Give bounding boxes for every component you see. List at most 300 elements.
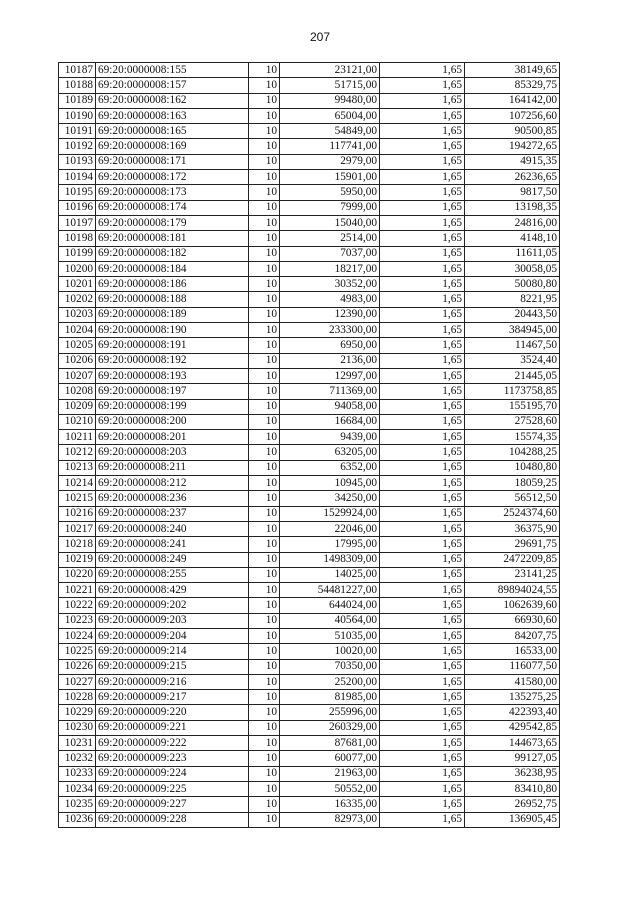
area-cell: 2136,00 (280, 353, 380, 368)
area-cell: 60077,00 (280, 751, 380, 766)
area-cell: 10020,00 (280, 644, 380, 659)
cadastral-number-cell: 69:20:0000008:201 (96, 430, 249, 445)
total-cell: 155195,70 (465, 399, 560, 414)
quantity-cell: 10 (249, 628, 280, 643)
total-cell: 107256,60 (465, 108, 560, 123)
rate-cell: 1,65 (380, 185, 465, 200)
quantity-cell: 10 (249, 659, 280, 674)
cadastral-number-cell: 69:20:0000008:157 (96, 78, 249, 93)
row-number-cell: 10231 (59, 736, 96, 751)
area-cell: 54849,00 (280, 124, 380, 139)
table-row (59, 215, 560, 230)
table-row (59, 246, 560, 261)
row-number-cell: 10200 (59, 261, 96, 276)
area-cell: 17995,00 (280, 537, 380, 552)
row-number-cell: 10210 (59, 414, 96, 429)
total-cell: 50080,80 (465, 277, 560, 292)
row-number-cell: 10188 (59, 78, 96, 93)
rate-cell: 1,65 (380, 200, 465, 215)
row-number-cell: 10224 (59, 628, 96, 643)
table-row (59, 93, 560, 108)
area-cell: 2979,00 (280, 154, 380, 169)
total-cell: 24816,00 (465, 215, 560, 230)
total-cell: 84207,75 (465, 628, 560, 643)
row-number-cell: 10234 (59, 781, 96, 796)
row-number-cell: 10236 (59, 812, 96, 827)
area-cell: 644024,00 (280, 598, 380, 613)
rate-cell: 1,65 (380, 78, 465, 93)
row-number-cell: 10209 (59, 399, 96, 414)
rate-cell: 1,65 (380, 567, 465, 582)
quantity-cell: 10 (249, 307, 280, 322)
total-cell: 23141,25 (465, 567, 560, 582)
area-cell: 117741,00 (280, 139, 380, 154)
quantity-cell: 10 (249, 567, 280, 582)
quantity-cell: 10 (249, 170, 280, 185)
quantity-cell: 10 (249, 506, 280, 521)
cadastral-number-cell: 69:20:0000009:224 (96, 766, 249, 781)
table-row (59, 154, 560, 169)
table-row (59, 583, 560, 598)
quantity-cell: 10 (249, 644, 280, 659)
rate-cell: 1,65 (380, 598, 465, 613)
data-table (58, 62, 560, 828)
cadastral-number-cell: 69:20:0000009:225 (96, 781, 249, 796)
table-row (59, 261, 560, 276)
table-row (59, 170, 560, 185)
row-number-cell: 10198 (59, 231, 96, 246)
quantity-cell: 10 (249, 185, 280, 200)
table-body (59, 63, 560, 828)
total-cell: 27528,60 (465, 414, 560, 429)
table-row (59, 430, 560, 445)
quantity-cell: 10 (249, 261, 280, 276)
total-cell: 38149,65 (465, 63, 560, 78)
rate-cell: 1,65 (380, 613, 465, 628)
rate-cell: 1,65 (380, 445, 465, 460)
area-cell: 12997,00 (280, 368, 380, 383)
cadastral-number-cell: 69:20:0000009:202 (96, 598, 249, 613)
cadastral-number-cell: 69:20:0000008:169 (96, 139, 249, 154)
cadastral-number-cell: 69:20:0000008:171 (96, 154, 249, 169)
quantity-cell: 10 (249, 292, 280, 307)
area-cell: 87681,00 (280, 736, 380, 751)
cadastral-number-cell: 69:20:0000008:199 (96, 399, 249, 414)
row-number-cell: 10225 (59, 644, 96, 659)
area-cell: 12390,00 (280, 307, 380, 322)
area-cell: 711369,00 (280, 384, 380, 399)
quantity-cell: 10 (249, 108, 280, 123)
row-number-cell: 10215 (59, 491, 96, 506)
table-row (59, 78, 560, 93)
rate-cell: 1,65 (380, 521, 465, 536)
cadastral-number-cell: 69:20:0000008:249 (96, 552, 249, 567)
area-cell: 1498309,00 (280, 552, 380, 567)
quantity-cell: 10 (249, 476, 280, 491)
cadastral-number-cell: 69:20:0000008:212 (96, 476, 249, 491)
area-cell: 1529924,00 (280, 506, 380, 521)
quantity-cell: 10 (249, 766, 280, 781)
total-cell: 1173758,85 (465, 384, 560, 399)
table-row (59, 414, 560, 429)
rate-cell: 1,65 (380, 154, 465, 169)
table-row (59, 445, 560, 460)
total-cell: 1062639,60 (465, 598, 560, 613)
row-number-cell: 10193 (59, 154, 96, 169)
quantity-cell: 10 (249, 797, 280, 812)
row-number-cell: 10229 (59, 705, 96, 720)
cadastral-number-cell: 69:20:0000009:214 (96, 644, 249, 659)
rate-cell: 1,65 (380, 797, 465, 812)
total-cell: 89894024,55 (465, 583, 560, 598)
cadastral-number-cell: 69:20:0000008:255 (96, 567, 249, 582)
rate-cell: 1,65 (380, 338, 465, 353)
cadastral-number-cell: 69:20:0000008:203 (96, 445, 249, 460)
area-cell: 94058,00 (280, 399, 380, 414)
row-number-cell: 10220 (59, 567, 96, 582)
row-number-cell: 10217 (59, 521, 96, 536)
rate-cell: 1,65 (380, 644, 465, 659)
rate-cell: 1,65 (380, 108, 465, 123)
rate-cell: 1,65 (380, 736, 465, 751)
rate-cell: 1,65 (380, 812, 465, 827)
table-row (59, 460, 560, 475)
row-number-cell: 10196 (59, 200, 96, 215)
quantity-cell: 10 (249, 521, 280, 536)
total-cell: 16533,00 (465, 644, 560, 659)
total-cell: 194272,65 (465, 139, 560, 154)
total-cell: 429542,85 (465, 720, 560, 735)
quantity-cell: 10 (249, 414, 280, 429)
area-cell: 25200,00 (280, 674, 380, 689)
rate-cell: 1,65 (380, 491, 465, 506)
quantity-cell: 10 (249, 384, 280, 399)
area-cell: 63205,00 (280, 445, 380, 460)
cadastral-number-cell: 69:20:0000009:215 (96, 659, 249, 674)
total-cell: 29691,75 (465, 537, 560, 552)
cadastral-number-cell: 69:20:0000008:197 (96, 384, 249, 399)
rate-cell: 1,65 (380, 63, 465, 78)
area-cell: 18217,00 (280, 261, 380, 276)
cadastral-number-cell: 69:20:0000008:211 (96, 460, 249, 475)
rate-cell: 1,65 (380, 215, 465, 230)
total-cell: 41580,00 (465, 674, 560, 689)
area-cell: 81985,00 (280, 690, 380, 705)
row-number-cell: 10192 (59, 139, 96, 154)
cadastral-number-cell: 69:20:0000008:200 (96, 414, 249, 429)
total-cell: 36238,95 (465, 766, 560, 781)
row-number-cell: 10207 (59, 368, 96, 383)
quantity-cell: 10 (249, 583, 280, 598)
rate-cell: 1,65 (380, 93, 465, 108)
quantity-cell: 10 (249, 231, 280, 246)
rate-cell: 1,65 (380, 460, 465, 475)
cadastral-number-cell: 69:20:0000008:179 (96, 215, 249, 230)
cadastral-number-cell: 69:20:0000008:174 (96, 200, 249, 215)
quantity-cell: 10 (249, 552, 280, 567)
table-row (59, 751, 560, 766)
table-row (59, 598, 560, 613)
cadastral-number-cell: 69:20:0000008:165 (96, 124, 249, 139)
rate-cell: 1,65 (380, 399, 465, 414)
row-number-cell: 10199 (59, 246, 96, 261)
rate-cell: 1,65 (380, 690, 465, 705)
row-number-cell: 10191 (59, 124, 96, 139)
row-number-cell: 10211 (59, 430, 96, 445)
rate-cell: 1,65 (380, 674, 465, 689)
cadastral-number-cell: 69:20:0000009:221 (96, 720, 249, 735)
rate-cell: 1,65 (380, 705, 465, 720)
cadastral-number-cell: 69:20:0000008:188 (96, 292, 249, 307)
quantity-cell: 10 (249, 200, 280, 215)
area-cell: 99480,00 (280, 93, 380, 108)
area-cell: 4983,00 (280, 292, 380, 307)
cadastral-number-cell: 69:20:0000008:236 (96, 491, 249, 506)
area-cell: 21963,00 (280, 766, 380, 781)
total-cell: 164142,00 (465, 93, 560, 108)
row-number-cell: 10187 (59, 63, 96, 78)
cadastral-number-cell: 69:20:0000008:163 (96, 108, 249, 123)
total-cell: 18059,25 (465, 476, 560, 491)
quantity-cell: 10 (249, 674, 280, 689)
table-row (59, 399, 560, 414)
total-cell: 2472209,85 (465, 552, 560, 567)
quantity-cell: 10 (249, 430, 280, 445)
rate-cell: 1,65 (380, 384, 465, 399)
area-cell: 65004,00 (280, 108, 380, 123)
row-number-cell: 10226 (59, 659, 96, 674)
total-cell: 20443,50 (465, 307, 560, 322)
row-number-cell: 10223 (59, 613, 96, 628)
row-number-cell: 10201 (59, 277, 96, 292)
rate-cell: 1,65 (380, 292, 465, 307)
row-number-cell: 10212 (59, 445, 96, 460)
quantity-cell: 10 (249, 215, 280, 230)
area-cell: 255996,00 (280, 705, 380, 720)
row-number-cell: 10230 (59, 720, 96, 735)
quantity-cell: 10 (249, 460, 280, 475)
cadastral-number-cell: 69:20:0000009:222 (96, 736, 249, 751)
rate-cell: 1,65 (380, 277, 465, 292)
row-number-cell: 10203 (59, 307, 96, 322)
rate-cell: 1,65 (380, 552, 465, 567)
total-cell: 11467,50 (465, 338, 560, 353)
cadastral-number-cell: 69:20:0000008:191 (96, 338, 249, 353)
quantity-cell: 10 (249, 751, 280, 766)
cadastral-number-cell: 69:20:0000008:155 (96, 63, 249, 78)
rate-cell: 1,65 (380, 506, 465, 521)
area-cell: 82973,00 (280, 812, 380, 827)
total-cell: 83410,80 (465, 781, 560, 796)
table-row (59, 277, 560, 292)
row-number-cell: 10208 (59, 384, 96, 399)
rate-cell: 1,65 (380, 231, 465, 246)
table-row (59, 812, 560, 827)
table-row (59, 139, 560, 154)
quantity-cell: 10 (249, 720, 280, 735)
quantity-cell: 10 (249, 93, 280, 108)
cadastral-number-cell: 69:20:0000008:182 (96, 246, 249, 261)
rate-cell: 1,65 (380, 353, 465, 368)
row-number-cell: 10216 (59, 506, 96, 521)
rate-cell: 1,65 (380, 323, 465, 338)
total-cell: 90500,85 (465, 124, 560, 139)
quantity-cell: 10 (249, 368, 280, 383)
quantity-cell: 10 (249, 445, 280, 460)
rate-cell: 1,65 (380, 583, 465, 598)
rate-cell: 1,65 (380, 781, 465, 796)
rate-cell: 1,65 (380, 246, 465, 261)
cadastral-number-cell: 69:20:0000008:186 (96, 277, 249, 292)
cadastral-number-cell: 69:20:0000009:223 (96, 751, 249, 766)
cadastral-number-cell: 69:20:0000009:227 (96, 797, 249, 812)
total-cell: 66930,60 (465, 613, 560, 628)
area-cell: 30352,00 (280, 277, 380, 292)
area-cell: 51035,00 (280, 628, 380, 643)
cadastral-number-cell: 69:20:0000008:193 (96, 368, 249, 383)
rate-cell: 1,65 (380, 751, 465, 766)
quantity-cell: 10 (249, 154, 280, 169)
table-row (59, 476, 560, 491)
total-cell: 9817,50 (465, 185, 560, 200)
rate-cell: 1,65 (380, 628, 465, 643)
table-row (59, 108, 560, 123)
table-row (59, 368, 560, 383)
total-cell: 384945,00 (465, 323, 560, 338)
cadastral-number-cell: 69:20:0000008:240 (96, 521, 249, 536)
total-cell: 11611,05 (465, 246, 560, 261)
rate-cell: 1,65 (380, 307, 465, 322)
rate-cell: 1,65 (380, 368, 465, 383)
area-cell: 2514,00 (280, 231, 380, 246)
area-cell: 5950,00 (280, 185, 380, 200)
area-cell: 9439,00 (280, 430, 380, 445)
rate-cell: 1,65 (380, 139, 465, 154)
table-row (59, 736, 560, 751)
quantity-cell: 10 (249, 323, 280, 338)
total-cell: 30058,05 (465, 261, 560, 276)
cadastral-number-cell: 69:20:0000008:241 (96, 537, 249, 552)
area-cell: 260329,00 (280, 720, 380, 735)
cadastral-number-cell: 69:20:0000008:184 (96, 261, 249, 276)
total-cell: 26236,65 (465, 170, 560, 185)
row-number-cell: 10189 (59, 93, 96, 108)
rate-cell: 1,65 (380, 124, 465, 139)
rate-cell: 1,65 (380, 414, 465, 429)
total-cell: 26952,75 (465, 797, 560, 812)
quantity-cell: 10 (249, 63, 280, 78)
row-number-cell: 10221 (59, 583, 96, 598)
rate-cell: 1,65 (380, 720, 465, 735)
cadastral-number-cell: 69:20:0000009:228 (96, 812, 249, 827)
total-cell: 36375,90 (465, 521, 560, 536)
area-cell: 40564,00 (280, 613, 380, 628)
total-cell: 135275,25 (465, 690, 560, 705)
area-cell: 51715,00 (280, 78, 380, 93)
row-number-cell: 10233 (59, 766, 96, 781)
area-cell: 22046,00 (280, 521, 380, 536)
rate-cell: 1,65 (380, 170, 465, 185)
table-row (59, 797, 560, 812)
total-cell: 85329,75 (465, 78, 560, 93)
row-number-cell: 10202 (59, 292, 96, 307)
table-row (59, 124, 560, 139)
total-cell: 21445,05 (465, 368, 560, 383)
quantity-cell: 10 (249, 537, 280, 552)
total-cell: 99127,05 (465, 751, 560, 766)
area-cell: 16684,00 (280, 414, 380, 429)
row-number-cell: 10228 (59, 690, 96, 705)
table-row (59, 185, 560, 200)
table-row (59, 292, 560, 307)
total-cell: 136905,45 (465, 812, 560, 827)
row-number-cell: 10227 (59, 674, 96, 689)
cadastral-number-cell: 69:20:0000009:203 (96, 613, 249, 628)
total-cell: 4148,10 (465, 231, 560, 246)
quantity-cell: 10 (249, 690, 280, 705)
cadastral-number-cell: 69:20:0000009:216 (96, 674, 249, 689)
row-number-cell: 10232 (59, 751, 96, 766)
page-number: 207 (309, 30, 331, 44)
rate-cell: 1,65 (380, 430, 465, 445)
area-cell: 6352,00 (280, 460, 380, 475)
area-cell: 7037,00 (280, 246, 380, 261)
table-row (59, 766, 560, 781)
quantity-cell: 10 (249, 781, 280, 796)
area-cell: 50552,00 (280, 781, 380, 796)
area-cell: 70350,00 (280, 659, 380, 674)
row-number-cell: 10205 (59, 338, 96, 353)
cadastral-number-cell: 69:20:0000009:204 (96, 628, 249, 643)
table-row (59, 63, 560, 78)
quantity-cell: 10 (249, 491, 280, 506)
row-number-cell: 10206 (59, 353, 96, 368)
table-row (59, 506, 560, 521)
row-number-cell: 10195 (59, 185, 96, 200)
cadastral-number-cell: 69:20:0000008:429 (96, 583, 249, 598)
cadastral-number-cell: 69:20:0000008:172 (96, 170, 249, 185)
total-cell: 15574,35 (465, 430, 560, 445)
table-row (59, 705, 560, 720)
row-number-cell: 10197 (59, 215, 96, 230)
row-number-cell: 10218 (59, 537, 96, 552)
table-row (59, 720, 560, 735)
total-cell: 116077,50 (465, 659, 560, 674)
quantity-cell: 10 (249, 338, 280, 353)
row-number-cell: 10204 (59, 323, 96, 338)
table-row (59, 781, 560, 796)
quantity-cell: 10 (249, 277, 280, 292)
total-cell: 3524,40 (465, 353, 560, 368)
table-row (59, 690, 560, 705)
area-cell: 54481227,00 (280, 583, 380, 598)
cadastral-number-cell: 69:20:0000008:181 (96, 231, 249, 246)
table-row (59, 521, 560, 536)
total-cell: 2524374,60 (465, 506, 560, 521)
quantity-cell: 10 (249, 598, 280, 613)
table-row (59, 552, 560, 567)
table-row (59, 384, 560, 399)
quantity-cell: 10 (249, 613, 280, 628)
table-row (59, 231, 560, 246)
cadastral-number-cell: 69:20:0000009:220 (96, 705, 249, 720)
row-number-cell: 10214 (59, 476, 96, 491)
area-cell: 14025,00 (280, 567, 380, 582)
table-row (59, 628, 560, 643)
row-number-cell: 10235 (59, 797, 96, 812)
cadastral-number-cell: 69:20:0000008:237 (96, 506, 249, 521)
row-number-cell: 10194 (59, 170, 96, 185)
